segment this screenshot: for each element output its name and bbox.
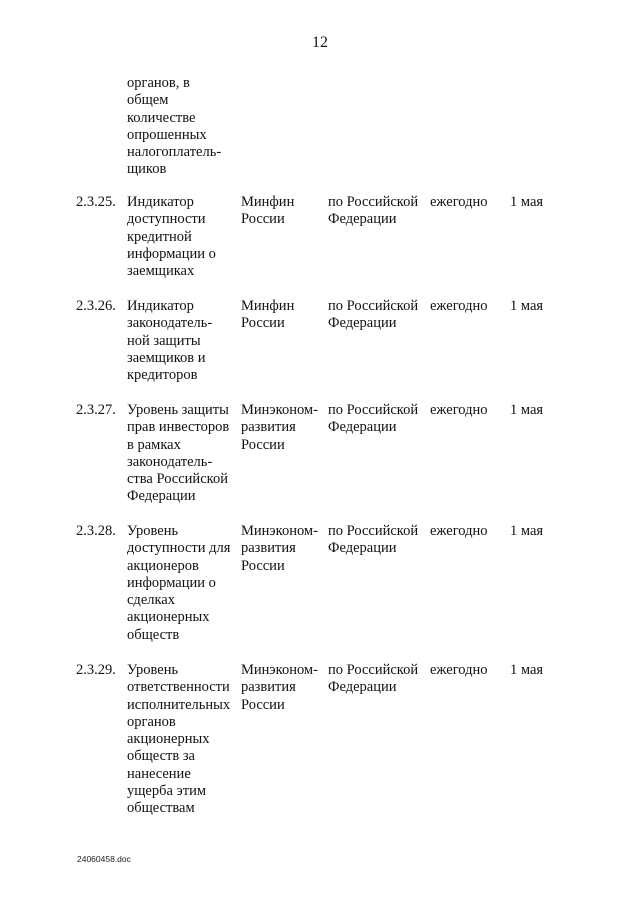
row-number-cell: 2.3.26. bbox=[76, 298, 116, 314]
deadline-cell: 1 мая bbox=[510, 402, 544, 418]
indicator-name-cell: Индикатор законодатель- ной защиты заемщиков и кредиторов bbox=[127, 298, 213, 384]
row-number-cell: 2.3.28. bbox=[76, 523, 116, 539]
row-number-cell: 2.3.25. bbox=[76, 194, 116, 210]
coverage-level-cell: по Российской Федерации bbox=[328, 298, 419, 332]
indicator-name-cell: Уровень ответственности исполнительных органов акционерных обществ за нанесение ущерба этим обществам bbox=[127, 662, 231, 817]
page-number: 12 bbox=[312, 34, 328, 51]
footer-filename: 24060458.doc bbox=[77, 854, 131, 864]
responsible-agency-cell: Минэконом- развития России bbox=[241, 402, 318, 453]
frequency-cell: ежегодно bbox=[430, 402, 488, 418]
coverage-level-cell: по Российской Федерации bbox=[328, 402, 419, 436]
coverage-level-cell: по Российской Федерации bbox=[328, 523, 419, 557]
frequency-cell: ежегодно bbox=[430, 523, 488, 539]
deadline-cell: 1 мая bbox=[510, 298, 544, 314]
frequency-cell: ежегодно bbox=[430, 662, 488, 678]
coverage-level-cell: по Российской Федерации bbox=[328, 194, 419, 228]
frequency-cell: ежегодно bbox=[430, 194, 488, 210]
responsible-agency-cell: Минэконом- развития России bbox=[241, 662, 318, 713]
deadline-cell: 1 мая bbox=[510, 194, 544, 210]
responsible-agency-cell: Минфин России bbox=[241, 298, 295, 332]
responsible-agency-cell: Минэконом- развития России bbox=[241, 523, 318, 574]
deadline-cell: 1 мая bbox=[510, 662, 544, 678]
responsible-agency-cell: Минфин России bbox=[241, 194, 295, 228]
row-number-cell: 2.3.27. bbox=[76, 402, 116, 418]
frequency-cell: ежегодно bbox=[430, 298, 488, 314]
row-number-cell: 2.3.29. bbox=[76, 662, 116, 678]
coverage-level-cell: по Российской Федерации bbox=[328, 662, 419, 696]
indicator-name-cell: Индикатор доступности кредитной информации о заемщиках bbox=[127, 194, 216, 280]
indicator-name-cell: органов, в общем количестве опрошенных налогоплатель- щиков bbox=[127, 75, 222, 178]
deadline-cell: 1 мая bbox=[510, 523, 544, 539]
indicator-name-cell: Уровень защиты прав инвесторов в рамках законодатель- ства Российской Федерации bbox=[127, 402, 230, 505]
indicator-name-cell: Уровень доступности для акционеров информации о сделках акционерных обществ bbox=[127, 523, 231, 643]
